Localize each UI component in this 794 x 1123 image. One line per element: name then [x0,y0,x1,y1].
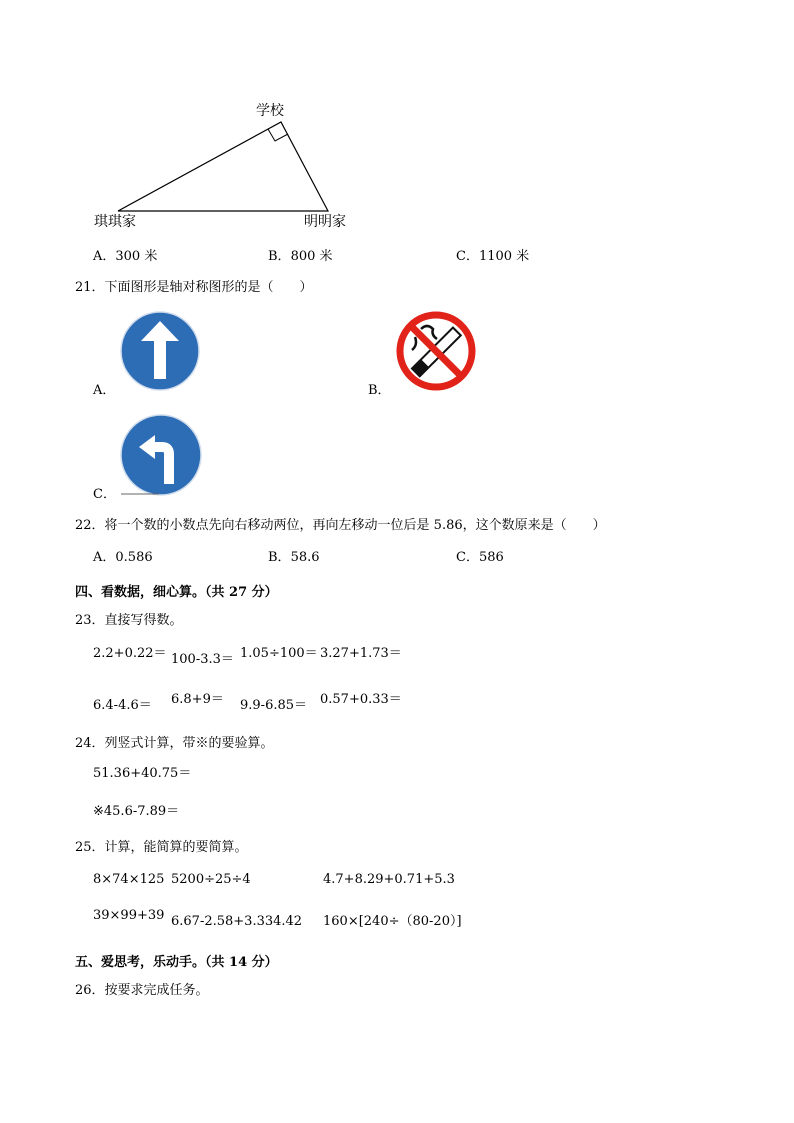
q25-item-4: 39×99+39 [93,908,165,923]
q22-stem: 22．将一个数的小数点先向右移动两位，再向左移动一位后是 5.86，这个数原来是（ ） [75,518,606,533]
q23-item-4: 3.27+1.73＝ [320,646,402,661]
q21-option-c-letter[interactable]: C． [93,487,116,502]
option-text: 58.6 [290,550,320,565]
q25-stem: 25．计算，能简算的要简算。 [75,840,248,855]
section-5-title: 五、爱思考，乐动手。（共 14 分） [75,955,278,970]
q23-stem: 23．直接写得数。 [75,613,183,628]
option-text: 300 米 [115,249,158,264]
q22-option-c[interactable] [456,550,504,566]
q22-option-a[interactable] [93,550,153,566]
q23-item-8: 0.57+0.33＝ [320,692,402,707]
q25-item-5 [171,914,302,930]
option-text: 800 米 [290,249,333,264]
q23-item-5: 6.4-4.6＝ [93,698,152,713]
q23-item-6: 6.8+9＝ [171,692,224,707]
q23-item-7: 9.9-6.85＝ [240,698,308,713]
option-letter: C． [456,550,479,565]
option-text: 586 [478,550,504,565]
option-letter: A． [93,550,116,565]
q25-item-2: 5200÷25÷4 [171,872,251,887]
triangle-shape [118,122,328,211]
q25-item-5b: 4.42 [273,914,303,929]
option-text: 0.586 [115,550,153,565]
q20-option-b[interactable] [268,249,333,265]
q21-option-a-letter[interactable]: A． [93,383,116,398]
option-letter: C． [456,249,479,264]
option-text: 1100 米 [478,249,530,264]
q21-option-b-letter[interactable]: B． [368,383,391,398]
q26-stem: 26．按要求完成任务。 [75,983,209,998]
q21-stem: 21．下面图形是轴对称图形的是（ ） [75,280,313,295]
q24-item-1: 51.36+40.75＝ [93,766,192,781]
label-qiqi-home: 琪琪家 [94,214,136,230]
straight-arrow-sign-icon[interactable] [120,311,200,391]
q20-option-c[interactable] [456,249,529,265]
q24-item-2: ※45.6-7.89＝ [93,804,180,819]
q23-item-3: 1.05÷100＝ [240,646,318,661]
turn-left-arrow-sign-icon[interactable] [119,414,203,498]
q20-option-a[interactable] [93,249,157,265]
q23-item-2: 100-3.3＝ [171,652,234,667]
triangle-diagram [0,0,794,240]
q25-item-6: 160×[240÷（80-20）] [323,914,462,929]
label-mingming-home: 明明家 [304,214,346,230]
q23-item-1: 2.2+0.22＝ [93,646,167,661]
q24-stem: 24．列竖式计算，带※的要验算。 [75,736,274,751]
option-letter: B． [268,249,291,264]
section-4-title: 四、看数据，细心算。（共 27 分） [75,585,278,600]
option-letter: B． [268,550,291,565]
q22-option-b[interactable] [268,550,320,566]
q25-item-5a: 6.67-2.58+3.33 [171,914,274,929]
option-letter: A． [93,249,116,264]
no-smoking-sign-icon[interactable] [394,309,478,393]
q25-item-3: 4.7+8.29+0.71+5.3 [323,872,455,887]
q25-item-1: 8×74×125 [93,872,165,887]
label-school: 学校 [256,103,284,119]
